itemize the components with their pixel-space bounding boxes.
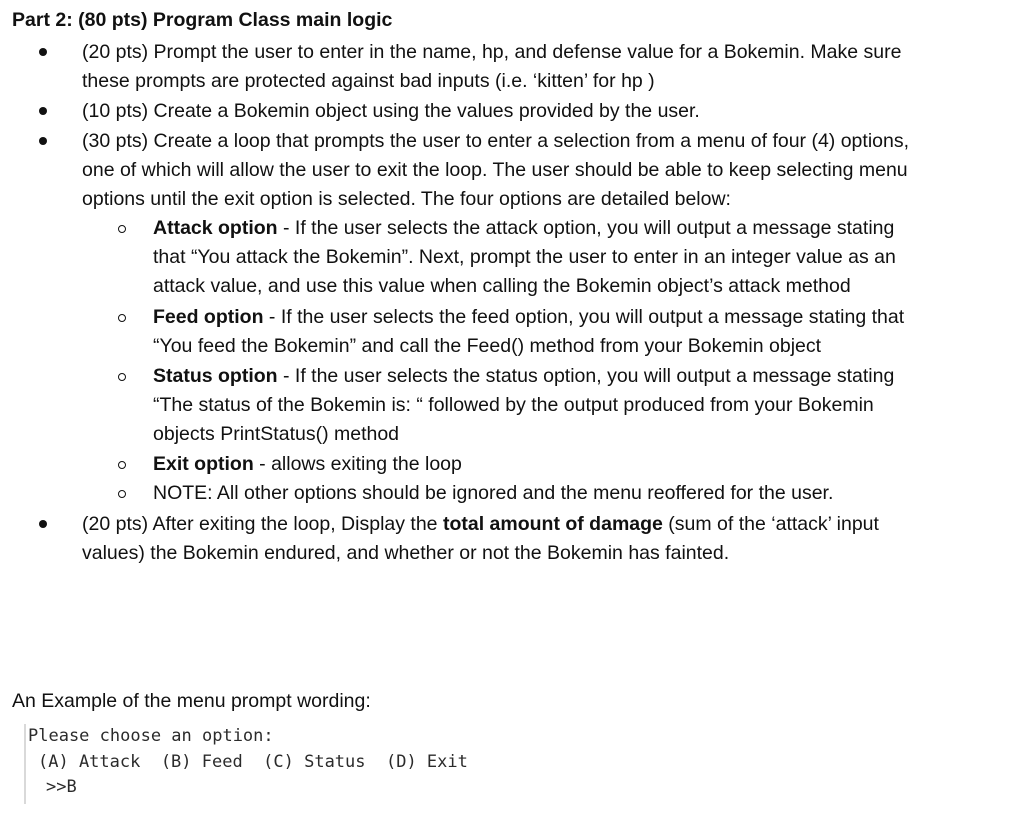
attack-option-text: - If the user selects the attack option, you will output a message stating (277, 217, 895, 239)
exit-option-text: - allows exiting the loop (253, 453, 462, 475)
console-line-3: >>B (46, 777, 77, 797)
feed-option-text: - If the user selects the feed option, you will output a message stating that (263, 306, 905, 328)
exit-option-line-1 (153, 450, 462, 480)
bullet-4-text-pre: (20 pts) After exiting the loop, Display the (82, 513, 443, 535)
status-option-text: - If the user selects the status option, you will output a message stating (277, 365, 895, 387)
bullet-dot-icon (39, 137, 47, 145)
attack-option-title: Attack option (153, 217, 278, 239)
console-line-1: Please choose an option: (28, 726, 274, 746)
bullet-3-line-1: (30 pts) Create a loop that prompts the user to enter a selection from a menu of four (4) options, (82, 130, 910, 152)
bullet-dot-icon (39, 107, 47, 115)
console-example (24, 724, 526, 804)
status-option-line-1 (153, 362, 894, 392)
bullet-4-line-2: values) the Bokemin endured, and whether or not the Bokemin has fainted. (82, 542, 730, 564)
attack-option-line-1 (153, 214, 894, 244)
circle-bullet-icon (118, 314, 126, 322)
note-line-1: NOTE: All other options should be ignored and the menu reoffered for the user. (153, 482, 834, 504)
exit-option-title: Exit option (153, 453, 254, 475)
bullet-4-text-bold: total amount of damage (442, 513, 663, 535)
bullet-3-line-2: one of which will allow the user to exit the loop. The user should be able to keep selecting menu (82, 159, 908, 181)
example-label: An Example of the menu prompt wording: (12, 690, 371, 712)
circle-bullet-icon (118, 461, 126, 469)
bullet-1-line-1: (20 pts) Prompt the user to enter in the name, hp, and defense value for a Bokemin. Make sure (82, 41, 902, 63)
bullet-dot-icon (39, 520, 47, 528)
circle-bullet-icon (118, 225, 126, 233)
feed-option-title: Feed option (153, 306, 264, 328)
circle-bullet-icon (118, 373, 126, 381)
attack-option-line-2: that “You attack the Bokemin”. Next, prompt the user to enter in an integer value as an (153, 246, 896, 268)
bullet-4-line-1 (82, 510, 879, 540)
bullet-2-line-1: (10 pts) Create a Bokemin object using the values provided by the user. (82, 100, 700, 122)
console-line-2: (A) Attack (B) Feed (C) Status (D) Exit (38, 752, 468, 772)
bullet-3-line-3: options until the exit option is selected. The four options are detailed below: (82, 188, 731, 210)
section-heading: Part 2: (80 pts) Program Class main logic (12, 9, 393, 31)
status-option-line-2: “The status of the Bokemin is: “ followed by the output produced from your Bokemin (153, 394, 874, 416)
bullet-4-text-post: (sum of the ‘attack’ input (662, 513, 879, 535)
feed-option-line-1 (153, 303, 904, 333)
circle-bullet-icon (118, 490, 126, 498)
status-option-title: Status option (153, 365, 278, 387)
bullet-1-line-2: these prompts are protected against bad inputs (i.e. ‘kitten’ for hp ) (82, 70, 655, 92)
status-option-line-3: objects PrintStatus() method (153, 423, 400, 445)
attack-option-line-3: attack value, and use this value when calling the Bokemin object’s attack method (153, 275, 851, 297)
bullet-dot-icon (39, 48, 47, 56)
feed-option-line-2: “You feed the Bokemin” and call the Feed() method from your Bokemin object (153, 335, 822, 357)
